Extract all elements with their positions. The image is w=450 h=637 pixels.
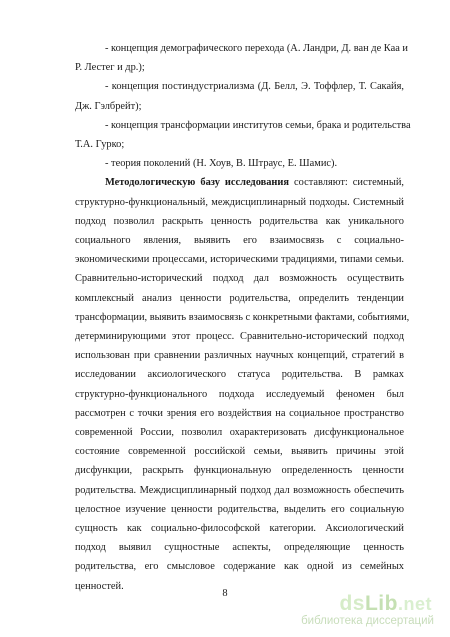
paragraph-line: рассмотрен с точки зрения его воздействия на социальное пространство: [75, 407, 404, 419]
watermark-logo-net: .net: [397, 594, 432, 614]
paragraph-line: ценностей.: [75, 580, 124, 592]
watermark-logo-ds: ds: [339, 592, 365, 615]
paragraph-first-line: [105, 176, 404, 190]
list-item-postindustrial-cont: Дж. Гэлбрейт);: [75, 100, 142, 112]
paragraph-line: структурно-функционального подхода исследуемый феномен был: [75, 388, 404, 400]
paragraph-line: экономическими процессами, историческими традициями, типами семьи.: [75, 254, 404, 266]
paragraph-line: Сравнительно-исторический подход дал возможность осуществить: [75, 273, 404, 285]
paragraph-line: детерминирующими этот процесс. Сравнительно-исторический подход: [75, 331, 404, 342]
list-item-generations: - теория поколений (Н. Хоув, В. Штраус, Е. Шамис).: [105, 158, 338, 170]
page-number: 8: [222, 588, 228, 599]
paragraph-line: использован при сравнении различных научных концепций, стратегий в: [75, 350, 404, 362]
paragraph-line: целостное изучение ценности родительства, выделить его социальную: [75, 503, 404, 515]
paragraph-line: родительства, его смысловое содержание как одной из семейных: [75, 561, 404, 573]
watermark-caption: библиотека диссертаций: [301, 615, 434, 627]
paragraph-line: родительства. Междисциплинарный подход дал возможность обеспечить: [75, 484, 404, 496]
watermark-logo-lib: Lib: [364, 592, 398, 615]
list-item-postindustrial: - концепция постиндустриализма (Д. Белл, Э. Тоффлер, Т. Сакайя,: [105, 81, 404, 93]
paragraph-line: структурно-функциональный, междисциплинарный подходы. Системный: [75, 196, 404, 208]
paragraph-line: трансформации, выявить взаимосвязь с конкретными фактами, событиями,: [75, 311, 410, 323]
paragraph-lead-bold: Методологическую базу исследования: [105, 177, 290, 189]
paragraph-line: дисфункции, раскрыть функциональную определенность ценности: [75, 465, 404, 477]
paragraph-line: подход позволил раскрыть ценность родительства как уникального: [75, 215, 404, 227]
paragraph-line: подход выявил сущностные аспекты, определяющие ценность: [75, 542, 404, 554]
paragraph-line: комплексный анализ ценности родительства, определить тенденции: [75, 292, 404, 304]
paragraph-line: сущность как социально-философской категории. Аксиологический: [75, 523, 404, 534]
list-item-transformation: - концепция трансформации институтов семьи, брака и родительства: [105, 119, 411, 131]
paragraph-lead-rest: составляют: системный,: [289, 177, 404, 189]
paragraph-line: исследовании аксиологического статуса родительства. В рамках: [75, 369, 404, 381]
watermark-logo: [298, 592, 438, 632]
paragraph-line: современной России, позволил охарактеризовать дисфункциональное: [75, 427, 404, 438]
paragraph-line: состояние современной российской семьи, выявить причины этой: [75, 446, 404, 458]
watermark-logo-text: [339, 592, 432, 616]
paragraph-line: социального явления, выявить его взаимосвязь с социально-: [75, 235, 404, 246]
list-item-demographic: - концепция демографического перехода (А. Ландри, Д. ван де Каа и: [105, 43, 408, 54]
list-item-transformation-cont: Т.А. Гурко;: [75, 139, 125, 150]
list-item-demographic-cont: Р. Лестег и др.);: [75, 62, 145, 74]
